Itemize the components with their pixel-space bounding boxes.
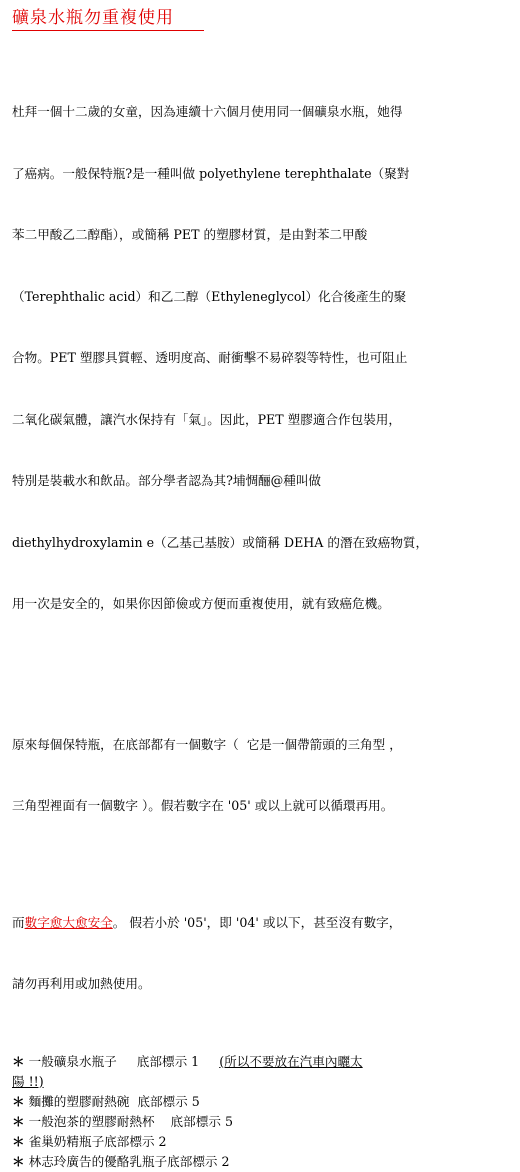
- text-line: 請勿再利用或加熱使用。: [12, 976, 151, 991]
- text-line: 了癌病。一般保特瓶?是一種叫做 polyethylene terephthalate（聚對: [12, 165, 410, 181]
- bottle-list: [12, 1052, 508, 1172]
- text-line: 苯二甲酸乙二醇酯），或簡稱 PET 的塑膠材質，是由對苯二甲酸: [12, 227, 368, 242]
- text-line: 原來每個保特瓶，在底部都有一個數字（ 它是一個帶箭頭的三角型 ，: [12, 736, 402, 752]
- list-item-continuation: [12, 1072, 508, 1092]
- text-line: 二氧化碳氣體，讓汽水保持有「氣」。因此，PET 塑膠適合作包裝用，: [12, 411, 401, 427]
- paragraph-safety: [12, 872, 508, 1036]
- paragraph-bottle-number: [12, 694, 508, 858]
- bullet-icon: ＊: [12, 1093, 25, 1109]
- page-title: 礦泉水瓶勿重複使用: [12, 6, 204, 31]
- list-item-text: 雀巢奶精瓶子底部標示 2: [28, 1133, 167, 1149]
- text-line: 杜拜一個十二歲的女童，因為連續十六個月使用同一個礦泉水瓶，她得: [12, 104, 403, 119]
- highlight-link[interactable]: 數字愈大愈安全: [24, 914, 113, 930]
- bullet-icon: ＊: [12, 1113, 25, 1129]
- list-item: [12, 1092, 508, 1112]
- bullet-icon: ＊: [12, 1053, 25, 1069]
- list-item-text: 林志玲廣告的優酪乳瓶子底部標示 2: [28, 1153, 230, 1169]
- list-item-text: 一般礦泉水瓶子 底部標示 1: [28, 1053, 220, 1069]
- list-item: [12, 1152, 508, 1172]
- text-line: （Terephthalic acid）和乙二醇（Ethyleneglycol）化合後產生的聚: [12, 288, 407, 304]
- list-item-note: (所以不要放在汽車內曬太: [219, 1053, 363, 1069]
- text-line: diethylhydroxylamin e（乙基己基胺）或簡稱 DEHA 的潛在致癌物質，: [12, 534, 429, 550]
- bullet-icon: ＊: [12, 1153, 25, 1169]
- list-item: [12, 1112, 508, 1132]
- text-line: 用一次是安全的，如果你因節儉或方便而重複使用，就有致癌危機。: [12, 596, 390, 611]
- text-line: [12, 913, 508, 934]
- text-line: 特別是裝載水和飲品。部分學者認為其?埔惆酾@種叫做: [12, 473, 322, 488]
- text-rest: 。 假若小於 '05'，即 '04' 或以下，甚至沒有數字，: [112, 914, 402, 930]
- list-item-text: 一般泡茶的塑膠耐熱杯 底部標示 5: [28, 1113, 233, 1129]
- list-item: [12, 1132, 508, 1152]
- list-item-text: 麵攤的塑膠耐熱碗 底部標示 5: [28, 1093, 200, 1109]
- paragraph-intro: [12, 61, 508, 656]
- bullet-icon: ＊: [12, 1133, 25, 1149]
- list-item: [12, 1052, 508, 1072]
- list-item-note-cont: 陽 !!): [12, 1073, 44, 1089]
- text-line: 合物。PET 塑膠具質輕、透明度高、耐衝擊不易碎裂等特性，也可阻止: [12, 350, 408, 365]
- text-line: 三角型裡面有一個數字 ）。假若數字在 '05' 或以上就可以循環再用。: [12, 798, 394, 813]
- text-prefix: 而: [12, 914, 25, 930]
